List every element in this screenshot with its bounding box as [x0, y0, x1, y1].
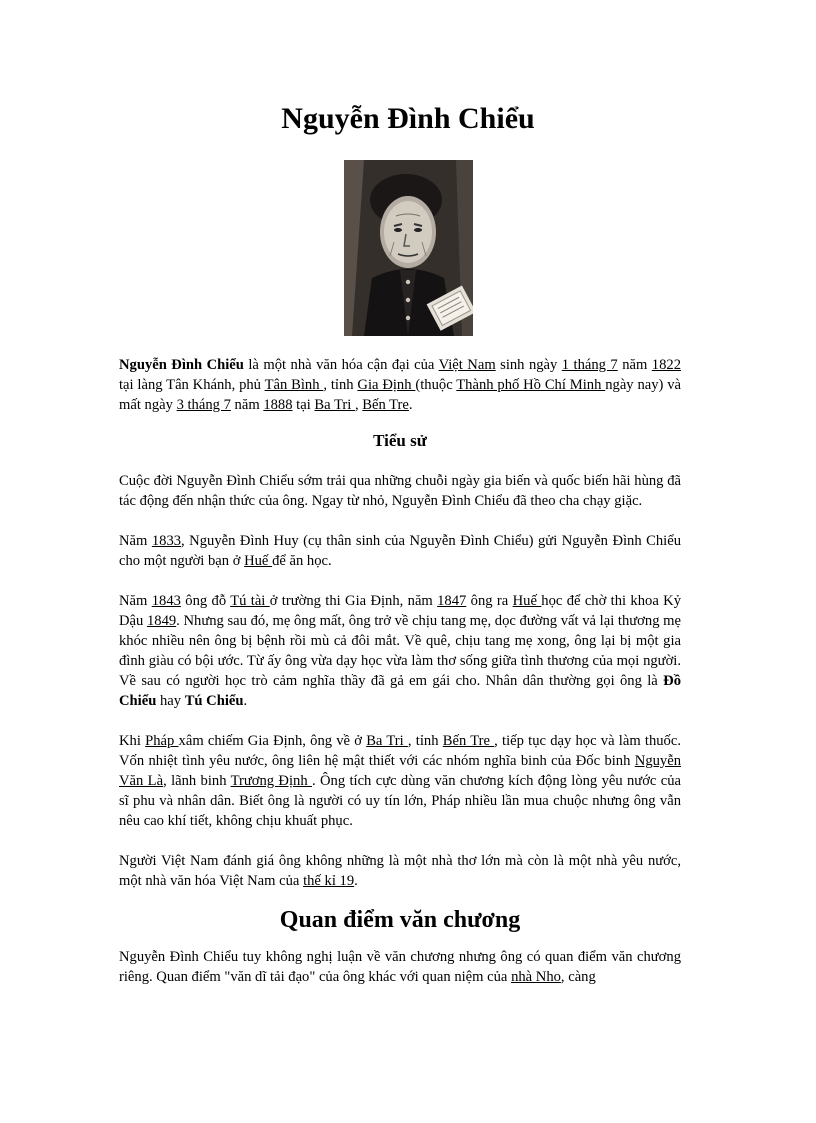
paragraph-resistance — [119, 731, 681, 831]
text: . Nhưng sau đó, mẹ ông mất, ông trở về chịu tang mẹ, dọc đường vất vả lại thương mẹ khóc nhiều nên ông bị bệnh rồi mù cả đôi mắt. Về quê, chịu tang mẹ xong, ông lại bị một gia đình giàu có bội ước. Từ ấy ông vừa dạy học vừa làm thơ sống giữa tình thương của mọi người. Về sau có người học trò cảm nghĩa thầy đã gả em gái cho. Nhân dân thường gọi ông là — [119, 613, 681, 689]
text: , càng — [560, 969, 596, 985]
text: , tỉnh — [323, 377, 358, 393]
text: Người Việt Nam đánh giá ông không những là một nhà thơ lớn mà còn là một nhà yêu nước, một nhà văn hóa Việt Nam của — [119, 853, 681, 889]
text: năm — [617, 357, 652, 373]
link-date-birth[interactable]: 1 tháng 7 — [561, 357, 618, 373]
link-tu-tai[interactable]: Tú tài — [230, 593, 270, 609]
paragraph-literary-view — [119, 947, 681, 987]
subject-name: Nguyễn Đình Chiểu — [119, 357, 244, 373]
text: ông ra — [466, 593, 513, 609]
section-heading-biography: Tiểu sử — [373, 431, 427, 450]
text: Năm — [119, 533, 152, 549]
link-1888[interactable]: 1888 — [263, 397, 293, 413]
link-ba-tri[interactable]: Ba Tri — [314, 397, 355, 413]
portrait-photo — [344, 160, 473, 336]
link-1833[interactable]: 1833 — [151, 533, 182, 549]
link-1822[interactable]: 1822 — [651, 357, 681, 373]
paragraph-education — [119, 531, 681, 571]
link-date-death[interactable]: 3 tháng 7 — [176, 397, 231, 413]
text: hay — [156, 693, 185, 709]
text: là một nhà văn hóa cận đại của — [243, 357, 439, 373]
link-nha-nho[interactable]: nhà Nho — [511, 969, 561, 985]
text: xâm chiếm Gia Định, ông về ở — [178, 733, 367, 749]
paragraph-legacy — [119, 851, 681, 891]
text: , tiếp tục dạy học và làm thuốc. Vốn nhiệt tình yêu nước, ông liên hệ mật thiết với các nhóm nghĩa binh của Đốc binh — [119, 733, 681, 769]
text: năm — [230, 397, 264, 413]
link-tan-binh[interactable]: Tân Bình — [264, 377, 324, 393]
link-1843[interactable]: 1843 — [151, 593, 181, 609]
text: tại — [292, 397, 315, 413]
text: ông đỗ — [180, 593, 231, 609]
link-nguyen-van-la[interactable]: Nguyễn Văn Là — [119, 753, 681, 789]
text: Nguyễn Đình Chiểu tuy không nghị luận về văn chương nhưng ông có quan điểm văn chương riêng. Quan điểm "văn dĩ tải đạo" của ông khác với quan niệm của — [119, 949, 681, 985]
article-body — [119, 355, 681, 987]
link-ben-tre[interactable]: Bến Tre — [442, 733, 495, 749]
text: tại làng Tân Khánh, phủ — [119, 377, 265, 393]
paragraph-exams — [119, 591, 681, 711]
portrait-image — [344, 160, 473, 336]
link-phap[interactable]: Pháp — [145, 733, 179, 749]
text: , lãnh binh — [163, 773, 231, 789]
text: ngày nay) và mất ngày — [119, 377, 682, 413]
text: sinh ngày — [495, 357, 562, 373]
text: . — [354, 873, 358, 889]
text: . — [243, 693, 248, 709]
link-truong-dinh[interactable]: Trương Định — [230, 773, 312, 789]
link-ben-tre[interactable]: Bến Tre — [362, 397, 409, 413]
text: , — [354, 397, 363, 413]
link-hue[interactable]: Huế — [512, 593, 542, 609]
link-ho-chi-minh-city[interactable]: Thành phố Hồ Chí Minh — [456, 377, 606, 393]
link-viet-nam[interactable]: Việt Nam — [438, 357, 496, 373]
paragraph-childhood: Cuộc đời Nguyễn Đình Chiểu sớm trải qua những chuỗi ngày gia biến và quốc biến hãi hùng đã tác động đến nhận thức của ông. Ngay từ nhỏ, Nguyễn Đình Chiểu đã theo cha chạy giặc. — [119, 473, 681, 509]
link-1847[interactable]: 1847 — [437, 593, 467, 609]
text: , Nguyễn Đình Huy (cụ thân sinh của Nguyễn Đình Chiểu) gửi Nguyễn Đình Chiểu cho một người bạn ở — [119, 533, 681, 569]
nickname-tu-chieu: Tú Chiểu — [184, 693, 244, 709]
text: , tỉnh — [407, 733, 443, 749]
text: . Ông tích cực dùng văn chương kích động lòng yêu nước của sĩ phu và nhân dân. Biết ông là người có uy tín lớn, Pháp nhiều lần mua chuộc nhưng ông vẫn nêu cao khí tiết, không chịu khuất phục. — [119, 773, 682, 829]
nickname-do-chieu: Đồ Chiểu — [119, 673, 681, 709]
link-gia-dinh[interactable]: Gia Định — [357, 377, 416, 393]
text: để ăn học. — [272, 553, 332, 569]
text: . — [408, 397, 413, 413]
intro-paragraph — [119, 355, 681, 415]
section-heading-literary-view: Quan điểm văn chương — [279, 907, 521, 933]
link-the-ki-19[interactable]: thế kỉ 19 — [303, 873, 355, 889]
text: Khi — [119, 733, 146, 749]
link-hue[interactable]: Huế — [244, 553, 273, 569]
text: (thuộc — [415, 377, 457, 393]
page-title: Nguyễn Đình Chiểu — [281, 102, 535, 135]
text: ở trường thi Gia Định, năm — [269, 593, 438, 609]
text: học để chờ thi khoa Kỷ Dậu — [119, 593, 681, 629]
text: Năm — [119, 593, 152, 609]
link-ba-tri[interactable]: Ba Tri — [366, 733, 408, 749]
link-1849[interactable]: 1849 — [146, 613, 177, 629]
